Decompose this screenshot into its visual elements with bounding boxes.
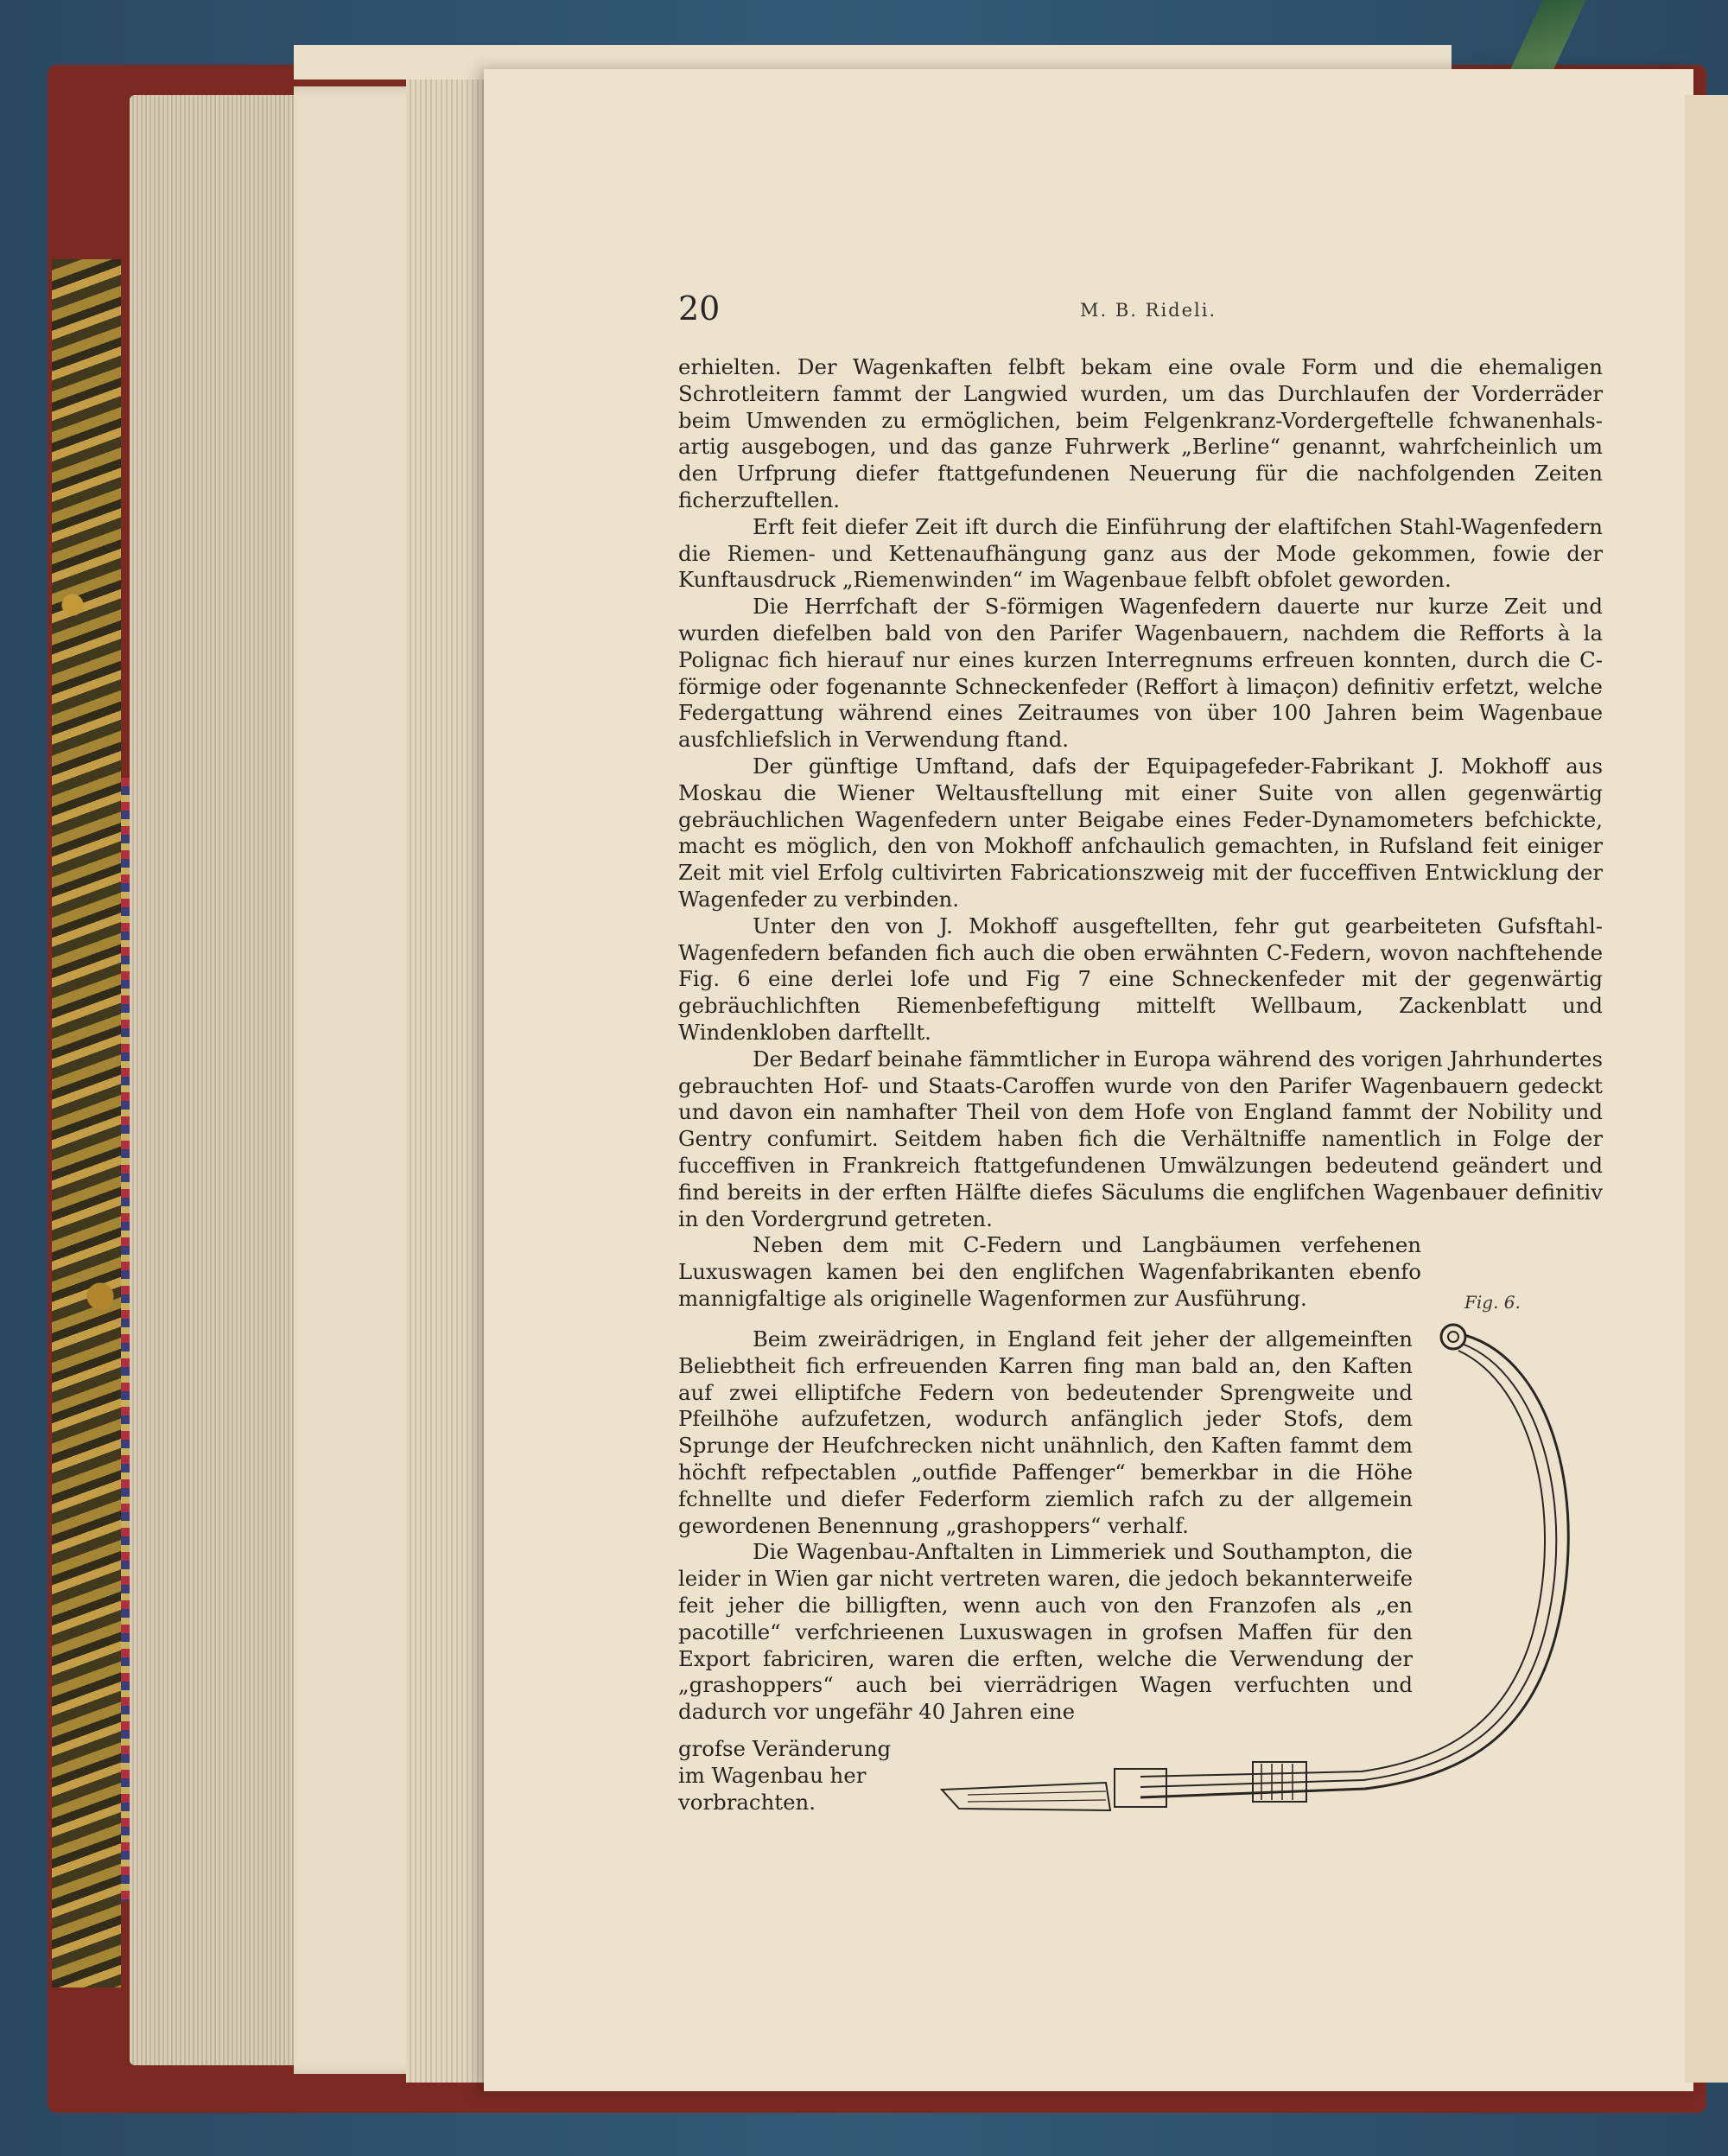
paragraph: Der Bedarf beinahe fämmtlicher in Europa während des vorigen Jahrhundertes gebrauchten Hof- und Staats-Caroffen wurde von den Parifer Wagenbauern gedeckt und davon ein namhafter Theil von dem Hofe von England fammt der Nobility und Gentry confumirt. Seitdem haben fich die Verhältniffe namentlich in Folge der fucceffiven in Frankreich ftattgefundenen Umwälzungen bedeutend geändert und find bereits in der erften Hälfte diefes Säculums die englifchen Wagenbauer definitiv in den Vordergrund getreten. bbox=[678, 1046, 1603, 1231]
page-number: 20 bbox=[678, 289, 721, 328]
body-text bbox=[678, 354, 1603, 1313]
facing-page-edge bbox=[1685, 95, 1728, 2083]
paragraph: Beim zweirädrigen, in England feit jeher der allgemeinften Beliebtheit fich erfreuenden Karren fing man bald an, den Kaften auf zwei elliptifche Federn von bedeutender Sprengweite und Pfeilhöhe aufzufetzen, wodurch anfänglich jeder Stofs, dem Sprunge der Heufchrecken nicht unähnlich, den Kaften fammt dem höchft refpectablen „outfide Paffenger“ bemerkbar in die Höhe fchnellte und diefer Federform ziemlich rafch zu der allgemein gewordenen Benennung „grashoppers“ verhalf. bbox=[678, 1326, 1413, 1538]
paragraph: Unter den von J. Mokhoff ausgeftellten, fehr gut gearbeiteten Gufsftahl-Wagenfedern befanden fich auch die oben erwähnten C-Federn, wovon nachftehende Fig. 6 eine derlei lofe und Fig 7 eine Schneckenfeder mit der gegenwärtig gebräuchlichften Riemenbefeftigung mittelft Wellbaum, Zackenblatt und Windenkloben darftellt. bbox=[678, 913, 1603, 1045]
paragraph: Erft feit diefer Zeit ift durch die Einführung der elaftifchen Stahl-Wagenfedern die Riemen- und Kettenaufhängung ganz aus der Mode gekommen, fowie der Kunftausdruck „Riemenwinden“ im Wagenbaue felbft obfolet geworden. bbox=[678, 513, 1603, 593]
paragraph: Die Herrfchaft der S-förmigen Wagenfedern dauerte nur kurze Zeit und wurden diefelben bald von den Parifer Wagenbauern, nachdem die Refforts à la Polignac fich hierauf nur eines kurzen Interregnums erfreuen konnten, durch die C-förmige oder fogenannte Schneckenfeder (Reffort à limaçon) definitiv erfetzt, welche Federgattung während eines Zeitraumes von über 100 Jahren beim Wagenbaue ausfchliefslich in Verwendung ftand. bbox=[678, 594, 1603, 753]
page-stack-edges bbox=[406, 78, 492, 2083]
page-header bbox=[678, 289, 1603, 341]
paragraph: Der günftige Umftand, dafs der Equipagefeder-Fabrikant J. Mokhoff aus Moskau die Wiener Weltausftellung mit einer Suite von allen gegenwärtig gebräuchlichen Wagenfedern unter Beigabe eines Feder-Dynamometers befchickte, macht es möglich, den von Mokhoff anfchaulich gemachten, in Rufsland feit einiger Zeit mit viel Erfolg cultivirten Fabricationszweig mit der fucceffiven Entwicklung der Wagenfeder zu verbinden. bbox=[678, 753, 1603, 912]
paragraph: grofse Veränderung im Wagenbau her vorbrachten. bbox=[678, 1736, 892, 1815]
c-spring-illustration bbox=[942, 1325, 1568, 1810]
figure-caption: Fig. 6. bbox=[1464, 1292, 1521, 1313]
paragraph: Neben dem mit C-Federn und Langbäumen verfehenen Luxuswagen kamen bei den englifchen Wagenfabrikanten ebenfo mannigfaltige als originelle Wagenformen zur Ausführung. bbox=[678, 1232, 1421, 1311]
paragraph: erhielten. Der Wagenkaften felbft bekam eine ovale Form und die ehemaligen Schrotleitern fammt der Langwied wurden, um das Durchlaufen der Vorderräder beim Umwenden zu ermöglichen, beim Felgenkranz-Vordergeftelle fchwanenhals-artig ausgebogen, und das ganze Fuhrwerk „Berline“ genannt, wahrfcheinlich um den Urfprung diefer ftattgefundenen Neuerung für die nachfolgenden Zeiten ficherzuftellen. bbox=[678, 354, 1603, 512]
paragraph: Die Wagenbau-Anftalten in Limmeriek und Southampton, die leider in Wien gar nicht vertreten waren, die jedoch bekannterweife feit jeher die billigften, wenn auch von den Franzofen als „en pacotille“ verfchrieenen Luxuswagen in grofsen Maffen für den Export fabriciren, waren die erften, welche die Verwendung der „grashoppers“ auch bei vierrädrigen Wagen verfuchten und dadurch vor ungefähr 40 Jahren eine bbox=[678, 1539, 1413, 1725]
page-block-left bbox=[130, 95, 320, 2065]
marbled-edge bbox=[52, 259, 121, 1987]
running-head: M. B. Rideli. bbox=[1080, 300, 1217, 321]
tail-text bbox=[678, 1736, 903, 1816]
c-spring-figure bbox=[933, 1309, 1607, 1828]
